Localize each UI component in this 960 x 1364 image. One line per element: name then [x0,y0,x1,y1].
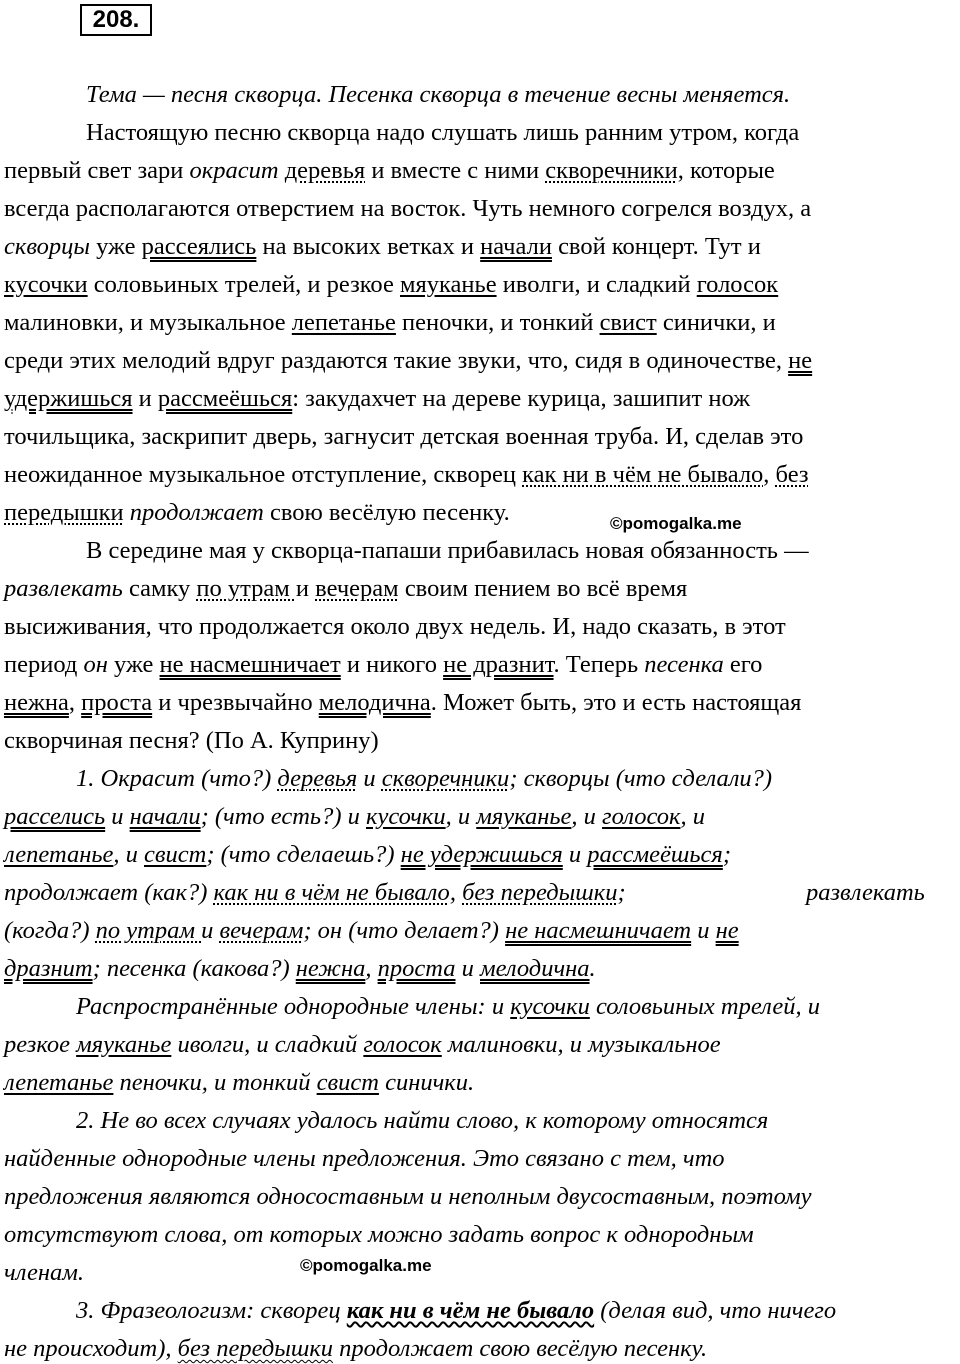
text-line: неожиданное музыкальное отступление, скворец как ни в чём не бывало, без [4,461,809,488]
text-line: среди этих мелодий вдруг раздаются такие звуки, что, сидя в одиночестве, не [4,347,813,374]
answer-line: Распространённые однородные члены: и кусочки соловьиных трелей, и [76,993,821,1020]
text-line: высиживания, что продолжается около двух недель. И, надо сказать, в этот [4,613,786,640]
answer-line: членам. [4,1259,85,1286]
answer-line: не происходит), без передышки продолжает свою весёлую песенку. [4,1335,708,1362]
watermark: ©pomogalka.me [300,1256,432,1275]
answer-line: лепетанье, и свист; (что сделаешь?) не удержишься и рассмеёшься; [4,841,731,868]
text-line: В середине мая у скворца-папаши прибавилась новая обязанность — [86,537,809,564]
text-line: развлекать самку по утрам и вечерам своим пением во всё время [4,575,688,602]
answer-line: 2. Не во всех случаях удалось найти слово, к которому относятся [76,1107,769,1134]
answer-line: (когда?) по утрам и вечерам; он (что делает?) не насмешничает и не [4,917,739,944]
answer-line: лепетанье пеночки, и тонкий свист синички. [4,1069,475,1096]
text-line: передышки продолжает свою весёлую песенку. [4,499,510,526]
theme-line: Тема — песня скворца. Песенка скворца в течение весны меняется. [86,81,791,108]
answer-line: отсутствуют слова, от которых можно задать вопрос к однородным [4,1221,754,1248]
watermark: ©pomogalka.me [610,514,742,533]
answer-line: найденные однородные члены предложения. Это связано с тем, что [4,1145,725,1172]
answer-line: 1. Окрасит (что?) деревья и скворечники; скворцы (что сделали?) [76,765,773,792]
text-line: скворчиная песня? (По А. Куприну) [4,727,379,754]
text-line: малиновки, и музыкальное лепетанье пеночки, и тонкий свист синички, и [4,309,776,336]
text-line: всегда располагаются отверстием на восток. Чуть немного согрелся воздух, а [4,195,812,222]
text-line: кусочки соловьиных трелей, и резкое мяуканье иволги, и сладкий голосок [4,271,779,298]
answer-line: резкое мяуканье иволги, и сладкий голосок малиновки, и музыкальное [4,1031,721,1058]
text-line: первый свет зари окрасит деревья и вместе с ними скворечники, которые [4,157,775,184]
text-line: Настоящую песню скворца надо слушать лишь ранним утром, когда [86,119,800,146]
exercise-number: 208. [80,4,152,36]
text-line: нежна, проста и чрезвычайно мелодична. Может быть, это и есть настоящая [4,689,802,716]
answer-line: предложения являются односоставным и неполным двусоставным, поэтому [4,1183,812,1210]
text-line: удержишься и рассмеёшься: закудахчет на дереве курица, зашипит нож [4,385,751,412]
answer-line: продолжает (как?) как ни в чём не бывало, без передышки; [4,879,626,906]
answer-line-right: развлекать [806,879,925,906]
text-line: точильщика, заскрипит дверь, загнусит детская военная труба. И, сделав это [4,423,804,450]
answer-line: дразнит; песенка (какова?) нежна, проста и мелодична. [4,955,596,982]
answer-line: расселись и начали; (что есть?) и кусочки, и мяуканье, и голосок, и [4,803,705,830]
text-line: скворцы уже рассеялись на высоких ветках и начали свой концерт. Тут и [4,233,761,260]
answer-line: 3. Фразеологизм: скворец как ни в чём не бывало (делая вид, что ничего [76,1297,837,1324]
text-line: период он уже не насмешничает и никого не дразнит. Теперь песенка его [4,651,763,678]
